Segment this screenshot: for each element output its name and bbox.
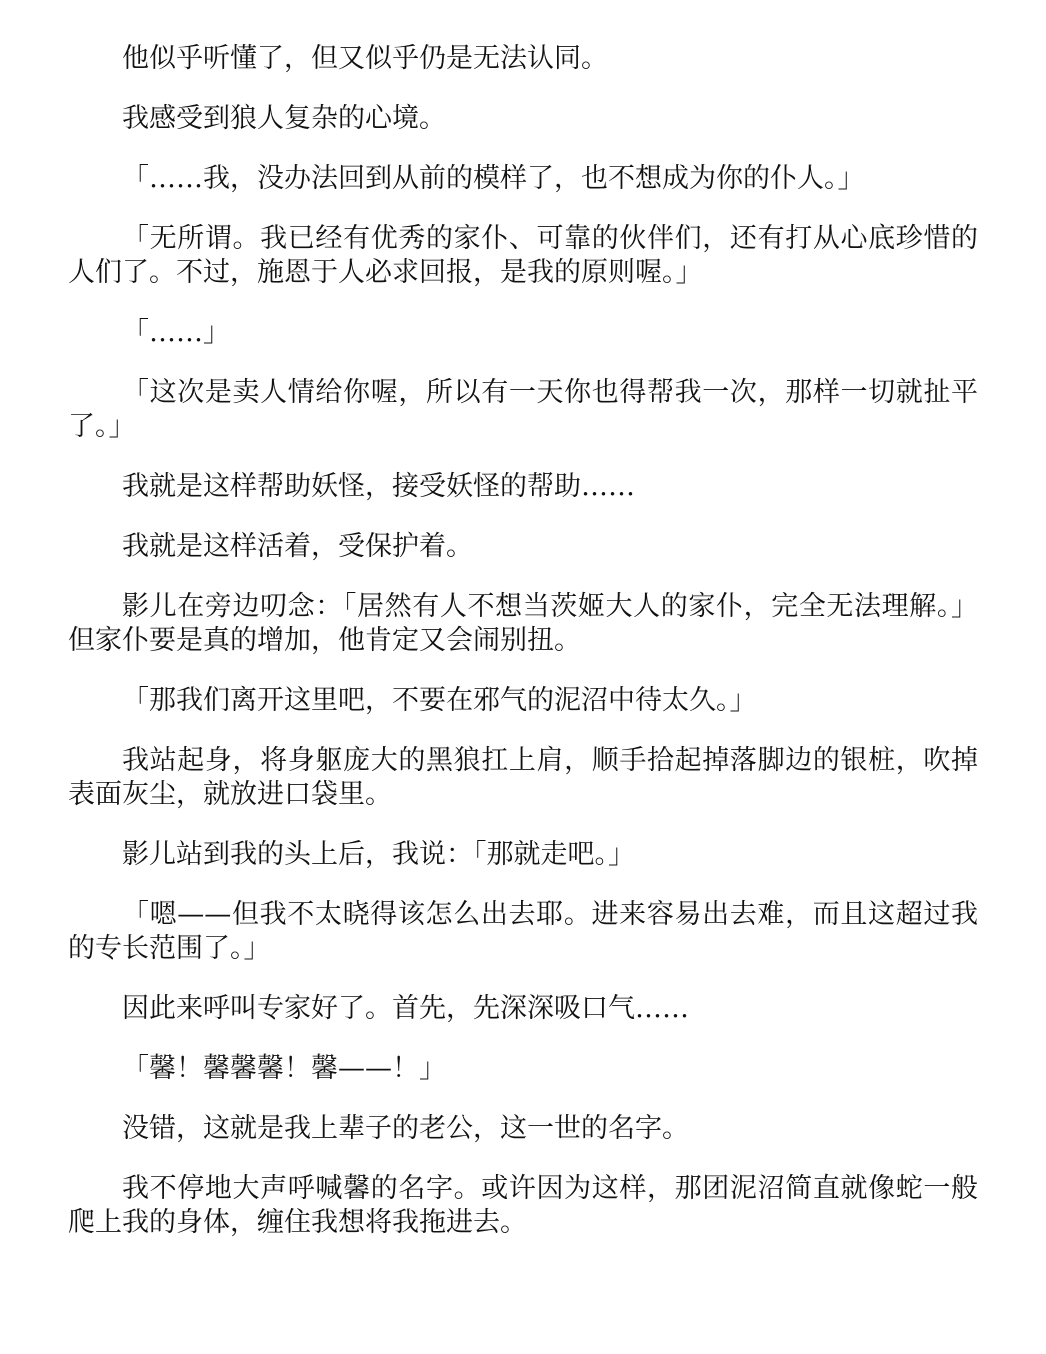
paragraph-10: 「那我们离开这里吧，不要在邪气的泥沼中待太久。」 — [122, 685, 757, 716]
paragraph-3: 「……我，没办法回到从前的模样了，也不想成为你的仆人。」 — [122, 163, 865, 194]
paragraph-4: 「无所谓。我已经有优秀的家仆、可靠的伙伴们，还有打从心底珍惜的人们了。不过，施恩于人必求回报，是我的原则喔。」 — [68, 223, 978, 288]
paragraph-2: 我感受到狼人复杂的心境。 — [122, 103, 446, 134]
paragraph-1: 他似乎听懂了，但又似乎仍是无法认同。 — [122, 43, 608, 74]
document-page — [68, 42, 978, 1266]
paragraph-11: 我站起身，将身躯庞大的黑狼扛上肩，顺手拾起掉落脚边的银桩，吹掉表面灰尘，就放进口袋里。 — [68, 745, 978, 810]
paragraph-5: 「……」 — [122, 317, 230, 348]
paragraph-16: 没错，这就是我上辈子的老公，这一世的名字。 — [122, 1113, 689, 1144]
paragraph-13: 「嗯——但我不太晓得该怎么出去耶。进来容易出去难，而且这超过我的专长范围了。」 — [68, 899, 978, 964]
paragraph-8: 我就是这样活着，受保护着。 — [122, 531, 473, 562]
paragraph-9: 影儿在旁边叨念：「居然有人不想当茨姬大人的家仆，完全无法理解。」但家仆要是真的增加，他肯定又会闹别扭。 — [68, 591, 978, 656]
paragraph-17: 我不停地大声呼喊馨的名字。或许因为这样，那团泥沼简直就像蛇一般爬上我的身体，缠住我想将我拖进去。 — [68, 1173, 978, 1238]
paragraph-6: 「这次是卖人情给你喔，所以有一天你也得帮我一次，那样一切就扯平了。」 — [68, 377, 978, 442]
paragraph-7: 我就是这样帮助妖怪，接受妖怪的帮助…… — [122, 471, 635, 502]
paragraph-12: 影儿站到我的头上后，我说：「那就走吧。」 — [122, 839, 635, 870]
paragraph-14: 因此来呼叫专家好了。首先，先深深吸口气…… — [122, 993, 689, 1024]
paragraph-15: 「馨！馨馨馨！馨——！」 — [122, 1053, 446, 1084]
